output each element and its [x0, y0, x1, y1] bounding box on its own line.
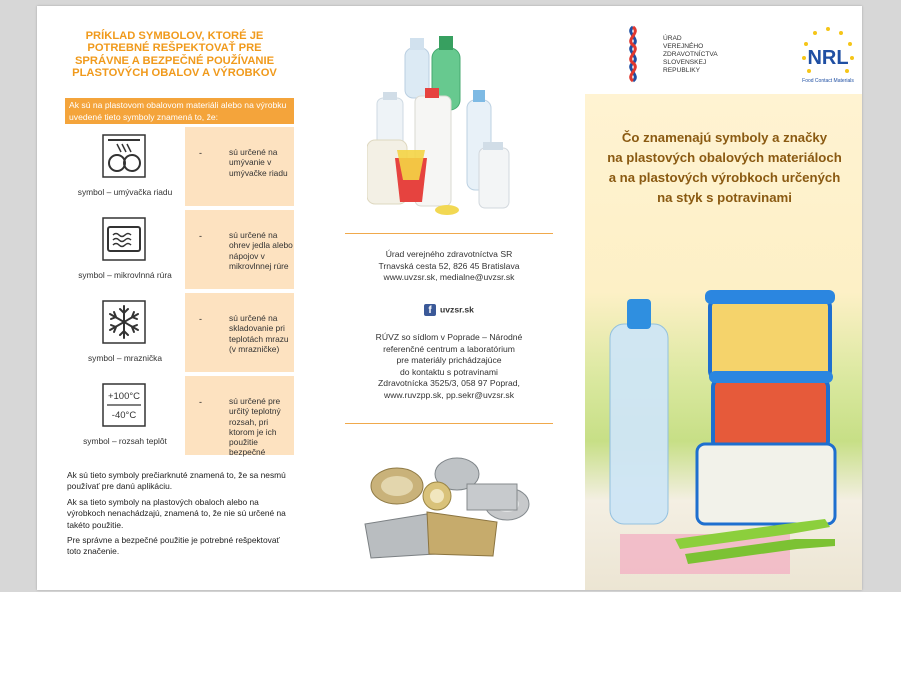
- uvz-logo-text: [663, 35, 718, 75]
- note-paragraph: Ak sú tieto symboly prečiarknuté znamená to, že sa nesmú používať pre danú aplikáciu.: [67, 470, 286, 492]
- symbol-description: sú určené na umývanie v umývačke riadu: [229, 147, 288, 178]
- uvz-contact: [345, 249, 553, 284]
- symbol-description-box: [185, 376, 294, 458]
- symbol-caption: symbol – mikrovlnná rúra: [78, 270, 172, 280]
- facebook-icon: f: [424, 304, 436, 316]
- title-line: Čo znamenajú symboly a značky: [621, 130, 828, 145]
- contact-line: Úrad verejného zdravotníctva SR: [385, 249, 513, 259]
- symbol-description: sú určené na ohrev jedla alebo nápojov v mikrovlnnej rúre: [229, 230, 293, 271]
- uvz-logo-icon: [623, 25, 643, 83]
- symbol-description-box: [185, 127, 294, 206]
- bullet-dash: -: [199, 397, 202, 407]
- contact-line: www.uvzsr.sk, medialne@uvzsr.sk: [383, 272, 515, 283]
- nrl-logo-subtitle: Food Contact Materials: [802, 78, 854, 84]
- temp-high-label: +100°C: [107, 391, 141, 402]
- symbol-row: [65, 127, 294, 209]
- facebook-link[interactable]: [345, 304, 553, 316]
- title-line: na styk s potravinami: [657, 190, 792, 205]
- snowflake-icon: [102, 300, 146, 344]
- contact-line: Zdravotnícka 3525/3, 058 97 Poprad,: [378, 378, 520, 389]
- middle-panel: [309, 6, 585, 590]
- facebook-handle: uvzsr.sk: [440, 304, 474, 315]
- bullet-dash: -: [199, 314, 202, 324]
- title-line: na plastových obalových materiáloch: [607, 150, 842, 165]
- symbol-caption: symbol – rozsah teplôt: [83, 436, 167, 446]
- symbol-row: [65, 210, 294, 292]
- plastic-bottles-image: [367, 30, 535, 220]
- logo-line: ZDRAVOTNÍCTVA: [663, 51, 718, 58]
- note-paragraph: Ak sa tieto symboly na plastových obaloch alebo na výrobkoch nenachádzajú, znamená to, že nie sú určené na takéto použitie.: [67, 496, 286, 530]
- symbol-description: sú určené na skladovanie pri teplotách mrazu (v mrazničke): [229, 313, 289, 354]
- symbol-cell: [65, 210, 185, 292]
- logo-line: SLOVENSKEJ: [663, 59, 707, 66]
- contact-line: Trnavská cesta 52, 826 45 Bratislava: [378, 260, 520, 271]
- contact-line: referenčné centrum a laboratórium: [383, 343, 515, 354]
- symbol-description-box: [185, 210, 294, 289]
- bullet-dash: -: [199, 231, 202, 241]
- symbol-caption: symbol – mraznička: [87, 353, 162, 363]
- temp-low-label: -40°C: [111, 410, 137, 421]
- brochure-title: [607, 128, 842, 208]
- right-panel: [585, 6, 862, 590]
- divider-line: [345, 423, 553, 424]
- symbol-description: sú určené pre určitý teplotný rozsah, pri ktorom je ich použitie bezpečné: [229, 396, 281, 458]
- contact-line: www.ruvzpp.sk, pp.sekr@uvzsr.sk: [383, 389, 515, 400]
- nrl-logo: [795, 24, 861, 86]
- brochure-page: [37, 6, 862, 590]
- symbols-title: PRÍKLAD SYMBOLOV, KTORÉ JE POTREBNÉ REŠPEKTOVAŤ PRE SPRÁVNE A BEZPEČNÉ POUŽÍVANIE PLASTOVÝCH OBALOV A VÝROBKOV: [72, 30, 277, 80]
- symbols-notes: [67, 470, 294, 562]
- dishwasher-icon: [102, 134, 146, 178]
- temperature-range-icon: [102, 383, 146, 427]
- symbols-intro: Ak sú na plastovom obalovom materiáli alebo na výrobku uvedené tieto symboly znamená to, že:: [65, 98, 294, 124]
- contact-line: RÚVZ so sídlom v Poprade – Národné: [375, 332, 523, 342]
- divider-line: [345, 233, 553, 234]
- contact-line: pre materiály prichádzajúce: [396, 355, 502, 366]
- microwave-icon: [102, 217, 146, 261]
- note-paragraph: Pre správne a bezpečné použitie je potrebné rešpektovať toto značenie.: [67, 535, 280, 557]
- symbol-cell: [65, 376, 185, 458]
- metal-cans-image: [357, 444, 547, 564]
- left-panel: [37, 6, 309, 590]
- contact-line: do kontaktu s potravinami: [400, 366, 498, 377]
- symbol-row: [65, 293, 294, 375]
- symbol-description-box: [185, 293, 294, 372]
- logo-line: ÚRAD: [663, 35, 682, 42]
- nrl-logo-text: NRL: [807, 47, 849, 69]
- symbol-cell: [65, 293, 185, 375]
- symbol-caption: symbol – umývačka riadu: [77, 187, 173, 197]
- logo-line: REPUBLIKY: [663, 67, 701, 74]
- logo-line: VEREJNÉHO: [663, 43, 704, 50]
- bullet-dash: -: [199, 148, 202, 158]
- title-line: a na plastových výrobkoch určených: [608, 170, 841, 185]
- ruvz-contact: [339, 332, 559, 402]
- symbol-cell: [65, 127, 185, 209]
- symbol-row: [65, 376, 294, 458]
